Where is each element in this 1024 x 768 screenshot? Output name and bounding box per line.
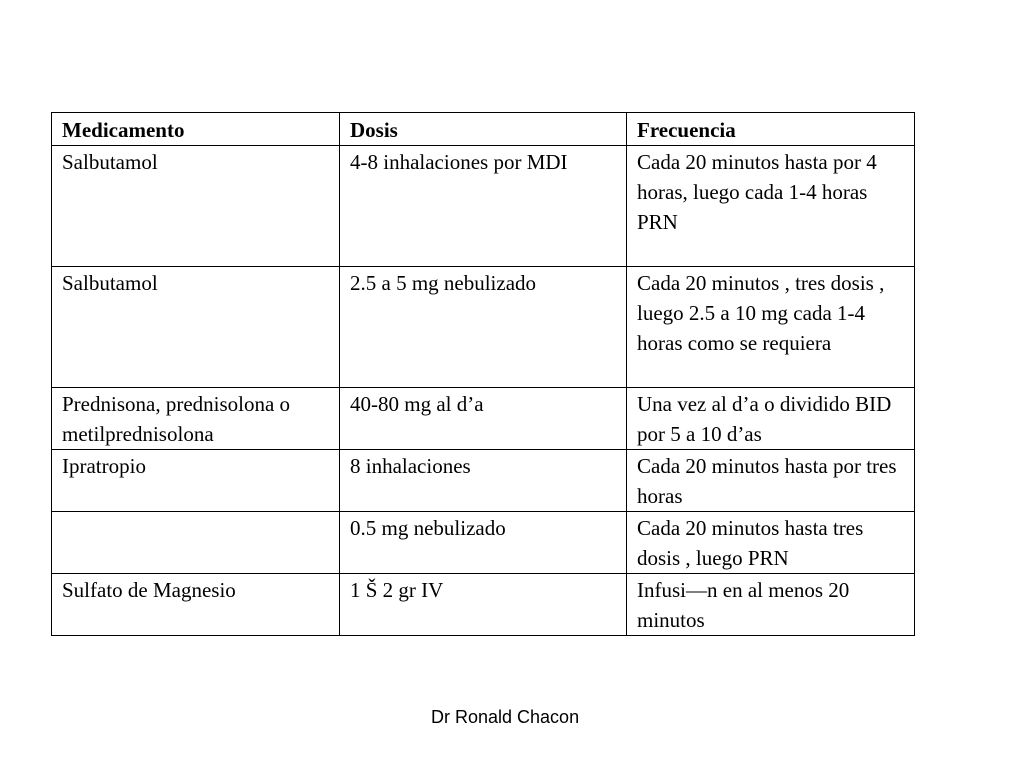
- table-row: [52, 146, 915, 267]
- cell-frecuencia: Cada 20 minutos hasta tres dosis , luego PRN: [627, 512, 915, 574]
- table-row: [52, 450, 915, 512]
- table-row: [52, 388, 915, 450]
- cell-frecuencia: Una vez al d’a o dividido BID por 5 a 10 d’as: [627, 388, 915, 450]
- cell-medicamento: [52, 512, 340, 574]
- table-row: [52, 267, 915, 388]
- author-footer: Dr Ronald Chacon: [431, 707, 580, 727]
- cell-dosis: 1 Š 2 gr IV: [340, 574, 627, 636]
- medication-table: [51, 112, 915, 636]
- cell-medicamento: Sulfato de Magnesio: [52, 574, 340, 636]
- cell-medicamento: Salbutamol: [52, 267, 340, 388]
- table-row: [52, 512, 915, 574]
- cell-dosis: 0.5 mg nebulizado: [340, 512, 627, 574]
- cell-frecuencia: Cada 20 minutos hasta por tres horas: [627, 450, 915, 512]
- header-frecuencia: Frecuencia: [627, 113, 915, 146]
- cell-dosis: 8 inhalaciones: [340, 450, 627, 512]
- cell-medicamento: Salbutamol: [52, 146, 340, 267]
- table-row: [52, 574, 915, 636]
- header-medicamento: Medicamento: [52, 113, 340, 146]
- cell-frecuencia: Infusi—n en al menos 20 minutos: [627, 574, 915, 636]
- table-header-row: [52, 113, 915, 146]
- cell-medicamento: Ipratropio: [52, 450, 340, 512]
- cell-medicamento: Prednisona, prednisolona o metilprednisolona: [52, 388, 340, 450]
- cell-dosis: 40-80 mg al d’a: [340, 388, 627, 450]
- cell-frecuencia: Cada 20 minutos hasta por 4 horas, luego cada 1-4 horas PRN: [627, 146, 915, 267]
- header-dosis: Dosis: [340, 113, 627, 146]
- cell-frecuencia: Cada 20 minutos , tres dosis , luego 2.5 a 10 mg cada 1-4 horas como se requiera: [627, 267, 915, 388]
- cell-dosis: 4-8 inhalaciones por MDI: [340, 146, 627, 267]
- cell-dosis: 2.5 a 5 mg nebulizado: [340, 267, 627, 388]
